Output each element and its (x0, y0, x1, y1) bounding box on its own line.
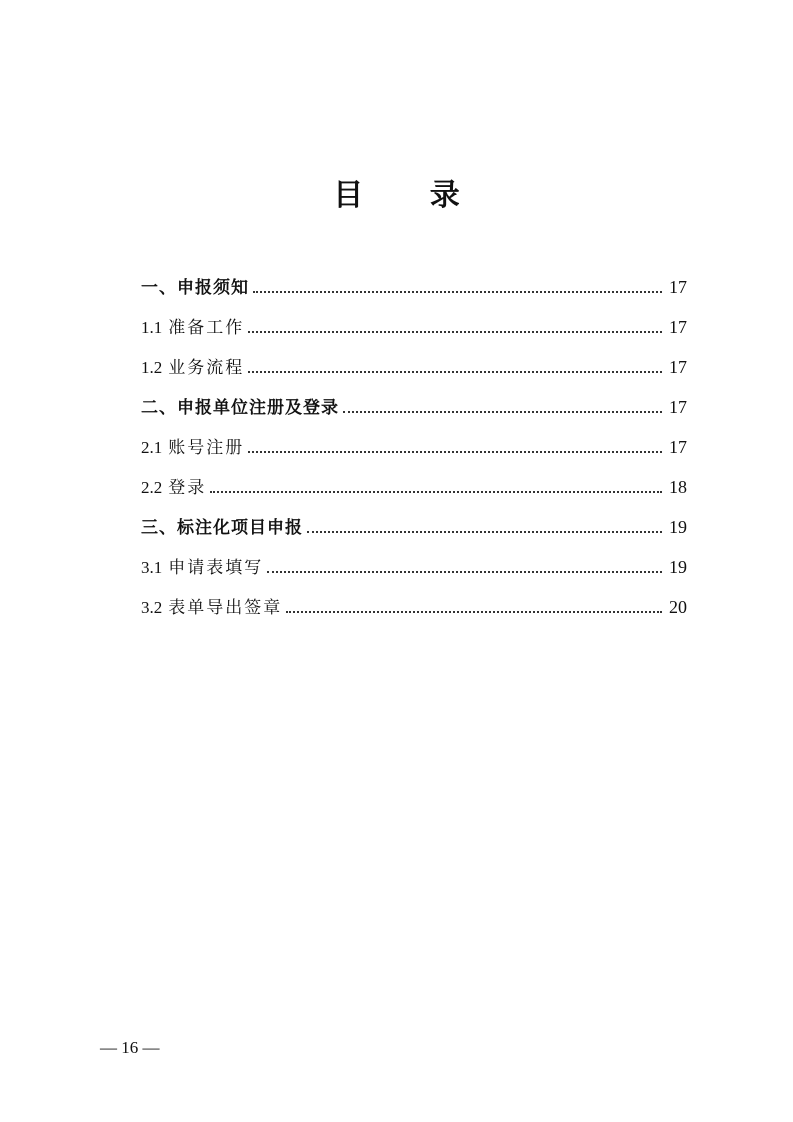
table-of-contents (141, 258, 687, 618)
toc-entry-page: 19 (669, 557, 687, 577)
toc-entry-page: 17 (669, 277, 687, 297)
toc-entry-number: 3.1 (141, 558, 163, 577)
toc-dot-leader (248, 370, 662, 373)
toc-entry-label (141, 433, 244, 458)
toc-entry-page: 18 (669, 477, 687, 497)
toc-entry-text: 申请表填写 (168, 558, 264, 578)
toc-entry-page: 17 (669, 437, 687, 457)
toc-entry-page: 17 (669, 357, 687, 377)
toc-entry-number: 2.1 (141, 438, 163, 457)
toc-entry-number: 1.1 (141, 318, 163, 337)
toc-entry-text: 一、申报须知 (141, 278, 249, 298)
toc-entry-label (141, 473, 206, 498)
toc-dot-leader (248, 450, 662, 453)
toc-entry[interactable] (141, 418, 687, 458)
toc-entry-text: 账号注册 (168, 438, 245, 458)
toc-entry-text: 表单导出签章 (168, 598, 283, 618)
toc-dot-leader (286, 610, 662, 613)
toc-entry-page: 19 (669, 517, 687, 537)
toc-entry[interactable] (141, 378, 687, 418)
toc-dot-leader (343, 410, 662, 413)
page-title: 目 录 (333, 178, 488, 213)
toc-entry-label (141, 593, 282, 618)
toc-entry-label (141, 553, 263, 578)
toc-entry-label (141, 353, 244, 378)
toc-entry-text: 登录 (168, 478, 207, 498)
toc-entry-label (141, 513, 303, 538)
toc-dot-leader (307, 530, 662, 533)
toc-entry-text: 三、标注化项目申报 (141, 518, 303, 538)
toc-entry-text: 业务流程 (168, 358, 245, 378)
toc-dot-leader (210, 490, 662, 493)
toc-entry-number: 3.2 (141, 598, 163, 617)
toc-dot-leader (253, 290, 662, 293)
toc-entry-label (141, 273, 249, 298)
toc-entry[interactable] (141, 458, 687, 498)
toc-entry[interactable] (141, 298, 687, 338)
toc-entry[interactable] (141, 578, 687, 618)
toc-entry[interactable] (141, 498, 687, 538)
toc-entry-page: 17 (669, 397, 687, 417)
toc-entry[interactable] (141, 538, 687, 578)
toc-entry-page: 20 (669, 597, 687, 617)
toc-entry-label (141, 393, 339, 418)
toc-entry-page: 17 (669, 317, 687, 337)
toc-entry-number: 2.2 (141, 478, 163, 497)
toc-entry[interactable] (141, 258, 687, 298)
page-number: — 16 — (100, 1038, 160, 1057)
toc-entry-text: 准备工作 (168, 318, 245, 338)
toc-dot-leader (248, 330, 662, 333)
toc-dot-leader (267, 570, 662, 573)
toc-entry-label (141, 313, 244, 338)
toc-entry[interactable] (141, 338, 687, 378)
toc-entry-number: 1.2 (141, 358, 163, 377)
toc-entry-text: 二、申报单位注册及登录 (141, 398, 339, 418)
